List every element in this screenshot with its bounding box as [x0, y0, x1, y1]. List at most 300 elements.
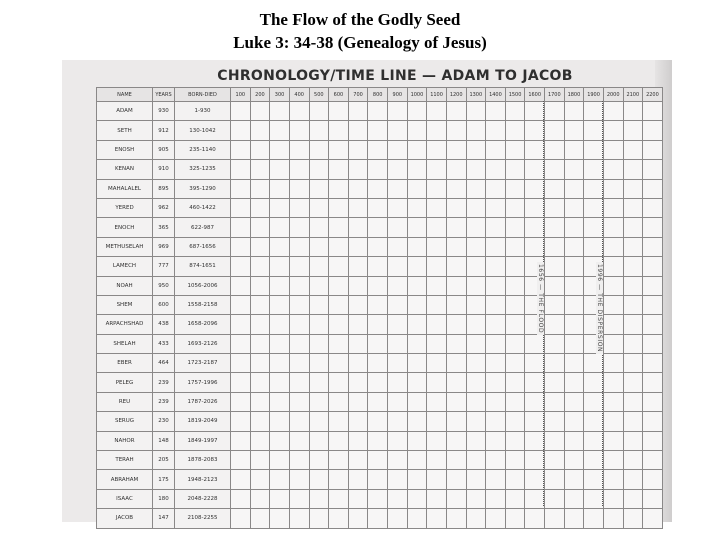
- timeline-cell: [427, 392, 447, 411]
- name-cell: SHELAH: [97, 334, 153, 353]
- timeline-cell: [446, 431, 466, 450]
- timeline-cell: [564, 198, 584, 217]
- timeline-cell: [446, 451, 466, 470]
- timeline-cell: [505, 373, 525, 392]
- century-header: 1400: [486, 88, 506, 102]
- timeline-cell: [545, 160, 565, 179]
- timeline-cell: [231, 179, 251, 198]
- timeline-cell: [348, 392, 368, 411]
- timeline-cell: [505, 354, 525, 373]
- timeline-cell: [486, 315, 506, 334]
- timeline-cell: [603, 140, 623, 159]
- timeline-cell: [407, 509, 427, 528]
- timeline-cell: [643, 276, 663, 295]
- timeline-cell: [446, 373, 466, 392]
- timeline-cell: [623, 451, 643, 470]
- timeline-cell: [329, 218, 349, 237]
- timeline-cell: [486, 451, 506, 470]
- timeline-cell: [250, 412, 270, 431]
- timeline-cell: [289, 334, 309, 353]
- timeline-cell: [623, 179, 643, 198]
- years-cell: 895: [153, 179, 175, 198]
- timeline-cell: [348, 121, 368, 140]
- timeline-cell: [643, 237, 663, 256]
- timeline-cell: [289, 121, 309, 140]
- timeline-cell: [643, 160, 663, 179]
- timeline-cell: [525, 509, 545, 528]
- timeline-cell: [545, 276, 565, 295]
- timeline-cell: [446, 392, 466, 411]
- timeline-cell: [584, 392, 604, 411]
- timeline-cell: [289, 198, 309, 217]
- timeline-cell: [427, 276, 447, 295]
- born-died-cell: 1787-2026: [175, 392, 231, 411]
- timeline-cell: [564, 179, 584, 198]
- name-cell: LAMECH: [97, 257, 153, 276]
- timeline-cell: [289, 412, 309, 431]
- born-died-cell: 325-1235: [175, 160, 231, 179]
- timeline-cell: [446, 509, 466, 528]
- timeline-cell: [466, 489, 486, 508]
- born-died-cell: 1723-2187: [175, 354, 231, 373]
- timeline-cell: [623, 489, 643, 508]
- timeline-cell: [486, 121, 506, 140]
- timeline-cell: [564, 276, 584, 295]
- timeline-cell: [368, 237, 388, 256]
- timeline-cell: [603, 451, 623, 470]
- timeline-cell: [643, 257, 663, 276]
- timeline-cell: [564, 160, 584, 179]
- timeline-cell: [348, 276, 368, 295]
- timeline-cell: [545, 198, 565, 217]
- century-header: 1200: [446, 88, 466, 102]
- century-header: 2200: [643, 88, 663, 102]
- timeline-cell: [603, 315, 623, 334]
- timeline-cell: [270, 218, 290, 237]
- table-row: [97, 489, 663, 508]
- timeline-cell: [231, 121, 251, 140]
- timeline-cell: [545, 470, 565, 489]
- table-row: [97, 470, 663, 489]
- timeline-cell: [250, 237, 270, 256]
- timeline-cell: [270, 276, 290, 295]
- timeline-cell: [545, 102, 565, 121]
- century-header: 1100: [427, 88, 447, 102]
- timeline-cell: [289, 179, 309, 198]
- timeline-cell: [505, 509, 525, 528]
- timeline-cell: [545, 392, 565, 411]
- timeline-cell: [289, 218, 309, 237]
- header-born-died: BORN-DIED: [175, 88, 231, 102]
- timeline-cell: [309, 509, 329, 528]
- timeline-cell: [309, 276, 329, 295]
- timeline-cell: [270, 489, 290, 508]
- header-years: YEARS: [153, 88, 175, 102]
- timeline-cell: [486, 334, 506, 353]
- century-header: 700: [348, 88, 368, 102]
- timeline-cell: [231, 470, 251, 489]
- timeline-cell: [231, 102, 251, 121]
- timeline-cell: [407, 237, 427, 256]
- timeline-cell: [525, 237, 545, 256]
- timeline-cell: [348, 295, 368, 314]
- table-row: [97, 198, 663, 217]
- name-cell: ARPACHSHAD: [97, 315, 153, 334]
- timeline-cell: [427, 373, 447, 392]
- timeline-cell: [407, 295, 427, 314]
- timeline-cell: [368, 160, 388, 179]
- timeline-cell: [250, 489, 270, 508]
- timeline-cell: [466, 431, 486, 450]
- timeline-cell: [505, 102, 525, 121]
- timeline-cell: [584, 179, 604, 198]
- timeline-cell: [407, 140, 427, 159]
- born-died-cell: 1948-2123: [175, 470, 231, 489]
- timeline-cell: [525, 160, 545, 179]
- timeline-cell: [289, 315, 309, 334]
- timeline-cell: [584, 470, 604, 489]
- century-header: 200: [250, 88, 270, 102]
- timeline-cell: [505, 431, 525, 450]
- timeline-cell: [368, 102, 388, 121]
- timeline-cell: [466, 451, 486, 470]
- table-row: [97, 121, 663, 140]
- timeline-cell: [231, 392, 251, 411]
- timeline-cell: [525, 412, 545, 431]
- header-name: NAME: [97, 88, 153, 102]
- timeline-cell: [603, 198, 623, 217]
- timeline-cell: [466, 179, 486, 198]
- timeline-cell: [289, 257, 309, 276]
- header-row: [97, 88, 663, 102]
- timeline-cell: [643, 315, 663, 334]
- timeline-cell: [427, 102, 447, 121]
- name-cell: YERED: [97, 198, 153, 217]
- name-cell: TERAH: [97, 451, 153, 470]
- timeline-cell: [289, 140, 309, 159]
- timeline-cell: [545, 179, 565, 198]
- timeline-cell: [309, 354, 329, 373]
- timeline-cell: [231, 218, 251, 237]
- timeline-cell: [446, 257, 466, 276]
- timeline-cell: [368, 295, 388, 314]
- timeline-cell: [623, 509, 643, 528]
- timeline-cell: [623, 470, 643, 489]
- timeline-cell: [388, 237, 408, 256]
- century-header: 400: [289, 88, 309, 102]
- born-died-cell: 874-1651: [175, 257, 231, 276]
- born-died-cell: 460-1422: [175, 198, 231, 217]
- timeline-cell: [623, 160, 643, 179]
- timeline-cell: [584, 373, 604, 392]
- timeline-cell: [289, 392, 309, 411]
- years-cell: 962: [153, 198, 175, 217]
- timeline-cell: [270, 392, 290, 411]
- timeline-cell: [584, 354, 604, 373]
- timeline-cell: [564, 470, 584, 489]
- timeline-cell: [466, 509, 486, 528]
- timeline-cell: [289, 470, 309, 489]
- timeline-cell: [289, 451, 309, 470]
- timeline-cell: [643, 179, 663, 198]
- timeline-cell: [270, 102, 290, 121]
- timeline-cell: [564, 451, 584, 470]
- years-cell: 180: [153, 489, 175, 508]
- name-cell: KENAN: [97, 160, 153, 179]
- years-cell: 464: [153, 354, 175, 373]
- timeline-cell: [368, 354, 388, 373]
- born-died-cell: 2048-2228: [175, 489, 231, 508]
- timeline-cell: [250, 257, 270, 276]
- timeline-cell: [407, 160, 427, 179]
- timeline-cell: [623, 102, 643, 121]
- timeline-cell: [564, 237, 584, 256]
- chart-title: CHRONOLOGY/TIME LINE — ADAM TO JACOB: [217, 68, 573, 84]
- timeline-cell: [388, 315, 408, 334]
- timeline-cell: [329, 140, 349, 159]
- timeline-cell: [250, 218, 270, 237]
- timeline-cell: [564, 257, 584, 276]
- timeline-cell: [603, 392, 623, 411]
- timeline-cell: [584, 489, 604, 508]
- timeline-cell: [603, 489, 623, 508]
- timeline-cell: [623, 373, 643, 392]
- timeline-cell: [329, 509, 349, 528]
- timeline-cell: [446, 121, 466, 140]
- timeline-cell: [348, 179, 368, 198]
- timeline-cell: [584, 218, 604, 237]
- timeline-cell: [486, 489, 506, 508]
- timeline-cell: [329, 257, 349, 276]
- timeline-cell: [446, 489, 466, 508]
- years-cell: 239: [153, 392, 175, 411]
- timeline-cell: [231, 315, 251, 334]
- timeline-cell: [545, 140, 565, 159]
- timeline-cell: [427, 198, 447, 217]
- timeline-cell: [309, 431, 329, 450]
- years-cell: 365: [153, 218, 175, 237]
- name-cell: EBER: [97, 354, 153, 373]
- timeline-cell: [368, 509, 388, 528]
- timeline-cell: [309, 489, 329, 508]
- timeline-cell: [505, 257, 525, 276]
- timeline-cell: [368, 121, 388, 140]
- timeline-cell: [231, 334, 251, 353]
- timeline-cell: [231, 237, 251, 256]
- timeline-cell: [525, 451, 545, 470]
- table-row: [97, 354, 663, 373]
- timeline-cell: [250, 431, 270, 450]
- timeline-cell: [309, 218, 329, 237]
- timeline-cell: [603, 412, 623, 431]
- timeline-cell: [525, 102, 545, 121]
- timeline-cell: [309, 373, 329, 392]
- timeline-cell: [466, 470, 486, 489]
- born-died-cell: 1056-2006: [175, 276, 231, 295]
- timeline-cell: [309, 237, 329, 256]
- timeline-cell: [525, 198, 545, 217]
- timeline-cell: [564, 102, 584, 121]
- timeline-cell: [466, 276, 486, 295]
- timeline-cell: [545, 509, 565, 528]
- timeline-cell: [231, 489, 251, 508]
- timeline-cell: [505, 489, 525, 508]
- timeline-cell: [348, 412, 368, 431]
- timeline-cell: [289, 373, 309, 392]
- timeline-cell: [466, 315, 486, 334]
- timeline-cell: [270, 412, 290, 431]
- timeline-cell: [348, 315, 368, 334]
- timeline-cell: [329, 315, 349, 334]
- timeline-cell: [329, 489, 349, 508]
- timeline-cell: [309, 160, 329, 179]
- timeline-cell: [564, 315, 584, 334]
- timeline-cell: [446, 218, 466, 237]
- timeline-cell: [564, 354, 584, 373]
- years-cell: 912: [153, 121, 175, 140]
- timeline-cell: [329, 160, 349, 179]
- timeline-cell: [603, 102, 623, 121]
- timeline-cell: [545, 354, 565, 373]
- timeline-cell: [623, 121, 643, 140]
- timeline-cell: [486, 140, 506, 159]
- dispersion-label: 1996 — THE DISPERSION: [596, 264, 603, 353]
- timeline-cell: [250, 392, 270, 411]
- timeline-cell: [505, 392, 525, 411]
- century-header: 1000: [407, 88, 427, 102]
- born-died-cell: 1819-2049: [175, 412, 231, 431]
- timeline-cell: [427, 295, 447, 314]
- timeline-cell: [388, 354, 408, 373]
- timeline-cell: [368, 198, 388, 217]
- timeline-cell: [388, 373, 408, 392]
- name-cell: REU: [97, 392, 153, 411]
- name-cell: MAHALALEL: [97, 179, 153, 198]
- timeline-cell: [388, 276, 408, 295]
- timeline-cell: [603, 431, 623, 450]
- flood-label: 1656 — THE FLOOD: [537, 264, 544, 334]
- timeline-cell: [368, 392, 388, 411]
- timeline-cell: [466, 102, 486, 121]
- timeline-cell: [407, 102, 427, 121]
- timeline-cell: [368, 412, 388, 431]
- slide-title: The Flow of the Godly Seed: [259, 10, 461, 29]
- timeline-cell: [623, 276, 643, 295]
- born-died-cell: 1849-1997: [175, 431, 231, 450]
- timeline-cell: [623, 218, 643, 237]
- table-row: [97, 431, 663, 450]
- timeline-cell: [603, 237, 623, 256]
- born-died-cell: 395-1290: [175, 179, 231, 198]
- timeline-cell: [623, 198, 643, 217]
- timeline-cell: [309, 470, 329, 489]
- timeline-cell: [486, 295, 506, 314]
- timeline-cell: [545, 489, 565, 508]
- timeline-cell: [603, 257, 623, 276]
- timeline-cell: [329, 354, 349, 373]
- timeline-cell: [388, 392, 408, 411]
- timeline-cell: [368, 179, 388, 198]
- timeline-cell: [231, 160, 251, 179]
- timeline-cell: [446, 140, 466, 159]
- timeline-cell: [309, 121, 329, 140]
- timeline-cell: [309, 102, 329, 121]
- timeline-cell: [270, 198, 290, 217]
- timeline-cell: [250, 121, 270, 140]
- name-cell: NAHOR: [97, 431, 153, 450]
- timeline-cell: [407, 431, 427, 450]
- timeline-cell: [407, 198, 427, 217]
- timeline-cell: [250, 451, 270, 470]
- timeline-cell: [643, 102, 663, 121]
- timeline-cell: [643, 140, 663, 159]
- timeline-cell: [643, 218, 663, 237]
- timeline-cell: [584, 121, 604, 140]
- timeline-cell: [388, 218, 408, 237]
- timeline-cell: [309, 392, 329, 411]
- table-row: [97, 373, 663, 392]
- timeline-cell: [623, 295, 643, 314]
- timeline-cell: [564, 334, 584, 353]
- timeline-cell: [623, 237, 643, 256]
- timeline-cell: [407, 257, 427, 276]
- born-died-cell: 1558-2158: [175, 295, 231, 314]
- timeline-cell: [466, 121, 486, 140]
- timeline-cell: [407, 334, 427, 353]
- timeline-cell: [270, 121, 290, 140]
- years-cell: 205: [153, 451, 175, 470]
- timeline-cell: [388, 470, 408, 489]
- timeline-cell: [486, 179, 506, 198]
- timeline-cell: [368, 140, 388, 159]
- timeline-cell: [368, 257, 388, 276]
- timeline-cell: [505, 334, 525, 353]
- years-cell: 230: [153, 412, 175, 431]
- timeline-cell: [231, 373, 251, 392]
- timeline-cell: [446, 237, 466, 256]
- timeline-cell: [545, 121, 565, 140]
- timeline-cell: [407, 218, 427, 237]
- timeline-cell: [446, 315, 466, 334]
- timeline-cell: [584, 509, 604, 528]
- born-died-cell: 687-1656: [175, 237, 231, 256]
- timeline-cell: [270, 470, 290, 489]
- timeline-cell: [407, 392, 427, 411]
- timeline-cell: [427, 470, 447, 489]
- timeline-cell: [545, 334, 565, 353]
- timeline-cell: [446, 295, 466, 314]
- timeline-cell: [623, 392, 643, 411]
- timeline-cell: [329, 451, 349, 470]
- timeline-cell: [329, 412, 349, 431]
- timeline-cell: [407, 354, 427, 373]
- timeline-cell: [270, 431, 290, 450]
- table-row: [97, 140, 663, 159]
- timeline-cell: [388, 198, 408, 217]
- timeline-cell: [505, 276, 525, 295]
- timeline-cell: [643, 295, 663, 314]
- timeline-cell: [270, 509, 290, 528]
- timeline-cell: [466, 160, 486, 179]
- timeline-cell: [368, 218, 388, 237]
- timeline-cell: [427, 431, 447, 450]
- timeline-cell: [623, 334, 643, 353]
- timeline-cell: [231, 354, 251, 373]
- timeline-cell: [505, 160, 525, 179]
- timeline-cell: [486, 354, 506, 373]
- timeline-cell: [250, 334, 270, 353]
- timeline-cell: [348, 102, 368, 121]
